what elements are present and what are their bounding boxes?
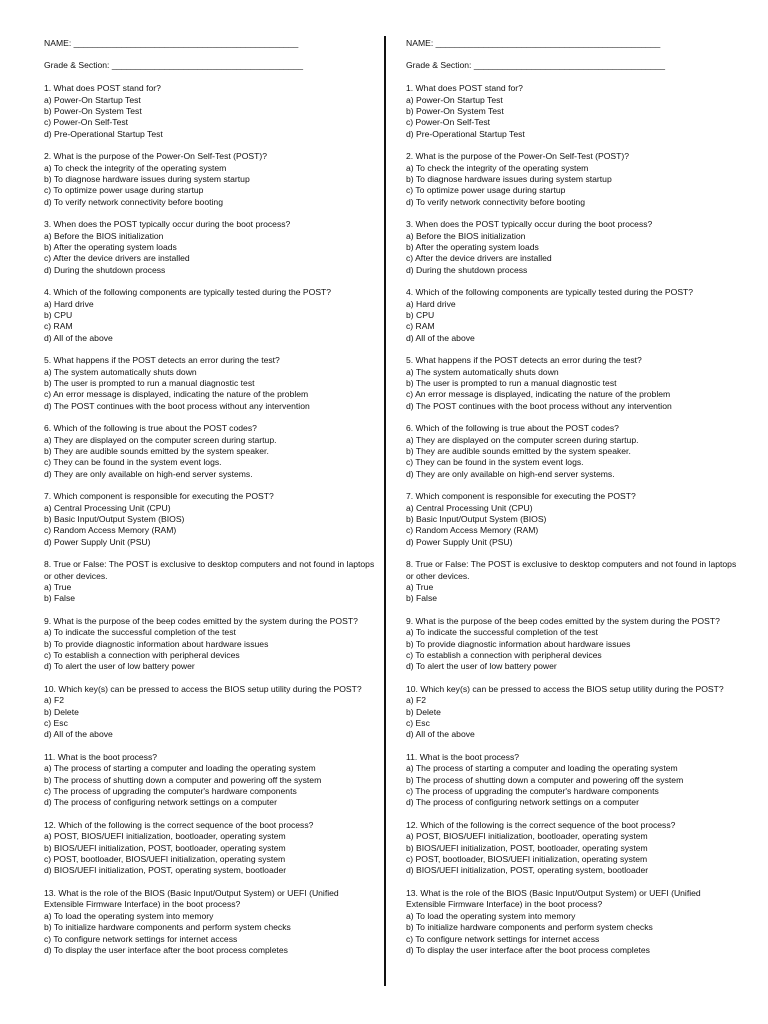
cut-line-divider	[384, 36, 386, 986]
answer-option: a) True	[406, 582, 434, 593]
answer-option: a) POST, BIOS/UEFI initialization, bootloader, operating system	[406, 831, 648, 842]
answer-option: c) They can be found in the system event logs.	[44, 457, 222, 468]
answer-option: c) To optimize power usage during startup	[44, 185, 204, 196]
question-block	[44, 491, 379, 548]
question-block	[406, 559, 741, 604]
answer-option: a) Before the BIOS initialization	[406, 230, 526, 241]
answer-option: b) The user is prompted to run a manual diagnostic test	[406, 378, 617, 389]
question-text: 13. What is the role of the BIOS (Basic Input/Output System) or UEFI (Unified Extensible Firmware Interface) in the boot process?	[406, 888, 701, 910]
answer-option: b) Power-On System Test	[44, 105, 142, 116]
answer-option: c) The process of upgrading the computer's hardware components	[44, 786, 297, 797]
grade-section-field: Grade & Section: ________________________________________	[406, 60, 666, 71]
question-text: 8. True or False: The POST is exclusive to desktop computers and not found in laptops or other devices.	[44, 559, 375, 581]
answer-option: d) To verify network connectivity before booting	[44, 196, 223, 207]
answer-option: b) They are audible sounds emitted by the system speaker.	[44, 446, 269, 457]
question-block	[44, 752, 379, 809]
question-text: 11. What is the boot process?	[406, 752, 520, 763]
grade-section-field: Grade & Section: ________________________________________	[44, 60, 304, 71]
question-text: 12. Which of the following is the correct sequence of the boot process?	[44, 820, 314, 831]
answer-option: d) The POST continues with the boot process without any intervention	[44, 400, 310, 411]
question-text: 2. What is the purpose of the Power-On Self-Test (POST)?	[44, 151, 268, 162]
answer-option: c) The process of upgrading the computer's hardware components	[406, 786, 659, 797]
answer-option: b) After the operating system loads	[44, 242, 177, 252]
question-text: 3. When does the POST typically occur during the boot process?	[406, 219, 653, 230]
answer-option: d) To display the user interface after the boot process completes	[406, 944, 650, 955]
worksheet-copy-left	[44, 38, 379, 956]
answer-option: b) To initialize hardware components and perform system checks	[406, 922, 653, 933]
answer-option: d) To alert the user of low battery power	[406, 661, 557, 672]
question-block	[44, 616, 379, 673]
answer-option: d) BIOS/UEFI initialization, POST, operating system, bootloader	[44, 865, 287, 876]
question-block	[44, 820, 379, 877]
question-text: 1. What does POST stand for?	[44, 83, 161, 94]
answer-option: c) Power-On Self-Test	[44, 117, 129, 128]
answer-option: c) An error message is displayed, indicating the nature of the problem	[406, 389, 671, 400]
question-text: 12. Which of the following is the correct sequence of the boot process?	[406, 820, 676, 831]
answer-option: b) Delete	[406, 706, 441, 717]
answer-option: a) Hard drive	[44, 298, 94, 309]
answer-option: d) Pre-Operational Startup Test	[406, 128, 525, 139]
question-text: 4. Which of the following components are typically tested during the POST?	[406, 287, 694, 298]
question-block	[44, 888, 379, 956]
question-text: 6. Which of the following is true about the POST codes?	[44, 423, 257, 434]
answer-option: b) Basic Input/Output System (BIOS)	[44, 514, 185, 525]
question-text: 9. What is the purpose of the beep codes emitted by the system during the POST?	[406, 616, 720, 627]
answer-option: b) To provide diagnostic information about hardware issues	[44, 638, 269, 649]
answer-option: d) The process of configuring network settings on a computer	[406, 797, 639, 808]
answer-option: a) The system automatically shuts down	[44, 366, 197, 377]
question-text: 11. What is the boot process?	[44, 752, 158, 763]
answer-option: a) Power-On Startup Test	[44, 94, 141, 105]
question-block	[406, 287, 741, 344]
question-text: 2. What is the purpose of the Power-On Self-Test (POST)?	[406, 151, 630, 162]
answer-option: c) RAM	[44, 321, 73, 332]
answer-option: a) Before the BIOS initialization	[44, 230, 164, 241]
answer-option: a) To indicate the successful completion of the test	[406, 627, 598, 638]
answer-option: b) Power-On System Test	[406, 105, 504, 116]
answer-option: a) True	[44, 582, 72, 593]
answer-option: c) POST, bootloader, BIOS/UEFI initialization, operating system	[406, 854, 648, 865]
question-text: 10. Which key(s) can be pressed to access the BIOS setup utility during the POST?	[44, 684, 362, 695]
answer-option: b) The process of shutting down a computer and powering off the system	[44, 774, 322, 785]
answer-option: b) They are audible sounds emitted by the system speaker.	[406, 446, 631, 457]
question-block	[406, 83, 741, 140]
answer-option: b) The user is prompted to run a manual diagnostic test	[44, 378, 255, 389]
answer-option: d) All of the above	[44, 729, 113, 740]
answer-option: c) They can be found in the system event logs.	[406, 457, 584, 468]
answer-option: c) Random Access Memory (RAM)	[406, 525, 539, 536]
answer-option: a) To load the operating system into memory	[44, 910, 214, 921]
answer-option: d) They are only available on high-end server systems.	[44, 468, 253, 479]
answer-option: c) RAM	[406, 321, 435, 332]
answer-option: d) They are only available on high-end server systems.	[406, 468, 615, 479]
answer-option: c) To establish a connection with peripheral devices	[406, 650, 602, 661]
answer-option: a) To load the operating system into memory	[406, 910, 576, 921]
answer-option: d) The POST continues with the boot process without any intervention	[406, 400, 672, 411]
question-block	[44, 287, 379, 344]
answer-option: b) To diagnose hardware issues during system startup	[44, 173, 250, 184]
question-text: 10. Which key(s) can be pressed to access the BIOS setup utility during the POST?	[406, 684, 724, 695]
question-block	[406, 151, 741, 208]
question-block	[406, 752, 741, 809]
answer-option: a) To check the integrity of the operating system	[44, 162, 227, 173]
question-block	[44, 559, 379, 604]
question-block	[44, 423, 379, 480]
question-block	[406, 491, 741, 548]
answer-option: d) BIOS/UEFI initialization, POST, operating system, bootloader	[406, 865, 649, 876]
answer-option: a) They are displayed on the computer screen during startup.	[406, 434, 639, 445]
name-field: NAME: _______________________________________________	[406, 38, 661, 48]
answer-option: a) Hard drive	[406, 298, 456, 309]
answer-option: c) Esc	[406, 718, 430, 729]
question-text: 5. What happens if the POST detects an error during the test?	[406, 355, 642, 366]
question-text: 7. Which component is responsible for executing the POST?	[44, 491, 274, 502]
worksheet-copy-right	[406, 38, 741, 956]
answer-option: d) The process of configuring network settings on a computer	[44, 797, 277, 808]
answer-option: a) Power-On Startup Test	[406, 94, 503, 105]
question-block	[44, 219, 379, 276]
answer-option: c) To establish a connection with peripheral devices	[44, 650, 240, 661]
question-text: 8. True or False: The POST is exclusive to desktop computers and not found in laptops or other devices.	[406, 559, 737, 581]
answer-option: b) The process of shutting down a computer and powering off the system	[406, 774, 684, 785]
answer-option: d) Power Supply Unit (PSU)	[406, 536, 513, 547]
answer-option: d) All of the above	[406, 729, 475, 740]
answer-option: d) Pre-Operational Startup Test	[44, 128, 163, 139]
answer-option: c) After the device drivers are installed	[406, 253, 552, 264]
question-text: 1. What does POST stand for?	[406, 83, 523, 94]
answer-option: d) All of the above	[44, 332, 113, 343]
answer-option: c) To configure network settings for internet access	[406, 933, 600, 944]
answer-option: b) BIOS/UEFI initialization, POST, bootloader, operating system	[406, 842, 648, 853]
answer-option: d) All of the above	[406, 332, 475, 343]
answer-option: b) False	[406, 593, 438, 604]
answer-option: c) An error message is displayed, indicating the nature of the problem	[44, 389, 309, 400]
answer-option: a) F2	[406, 695, 427, 706]
answer-option: a) The process of starting a computer and loading the operating system	[406, 763, 678, 774]
question-block	[406, 219, 741, 276]
answer-option: a) Central Processing Unit (CPU)	[44, 502, 171, 513]
answer-option: a) The system automatically shuts down	[406, 366, 559, 377]
answer-option: b) To initialize hardware components and perform system checks	[44, 922, 291, 933]
answer-option: d) To alert the user of low battery power	[44, 661, 195, 672]
name-field: NAME: _______________________________________________	[44, 38, 299, 48]
answer-option: a) To check the integrity of the operating system	[406, 162, 589, 173]
question-block	[44, 83, 379, 140]
question-text: 4. Which of the following components are typically tested during the POST?	[44, 287, 332, 298]
question-block	[406, 616, 741, 673]
question-block	[44, 355, 379, 412]
answer-option: b) False	[44, 593, 76, 604]
answer-option: d) Power Supply Unit (PSU)	[44, 536, 151, 547]
answer-option: b) To diagnose hardware issues during system startup	[406, 173, 612, 184]
answer-option: d) During the shutdown process	[44, 264, 166, 275]
question-text: 9. What is the purpose of the beep codes emitted by the system during the POST?	[44, 616, 358, 627]
answer-option: d) To verify network connectivity before booting	[406, 196, 585, 207]
answer-option: b) Basic Input/Output System (BIOS)	[406, 514, 547, 525]
answer-option: a) F2	[44, 695, 65, 706]
answer-option: c) Random Access Memory (RAM)	[44, 525, 177, 536]
question-block	[44, 684, 379, 741]
answer-option: a) Central Processing Unit (CPU)	[406, 502, 533, 513]
question-text: 5. What happens if the POST detects an error during the test?	[44, 355, 280, 366]
answer-option: b) Delete	[44, 706, 79, 717]
answer-option: c) After the device drivers are installed	[44, 253, 190, 264]
question-block	[406, 888, 741, 956]
answer-option: c) To optimize power usage during startup	[406, 185, 566, 196]
answer-option: b) BIOS/UEFI initialization, POST, bootloader, operating system	[44, 842, 286, 853]
answer-option: a) POST, BIOS/UEFI initialization, bootloader, operating system	[44, 831, 286, 842]
answer-option: d) During the shutdown process	[406, 264, 528, 275]
answer-option: c) Power-On Self-Test	[406, 117, 491, 128]
question-block	[406, 355, 741, 412]
answer-option: a) To indicate the successful completion of the test	[44, 627, 236, 638]
question-text: 13. What is the role of the BIOS (Basic Input/Output System) or UEFI (Unified Extensible Firmware Interface) in the boot process?	[44, 888, 339, 910]
question-block	[406, 820, 741, 877]
question-text: 7. Which component is responsible for executing the POST?	[406, 491, 636, 502]
question-block	[406, 684, 741, 741]
answer-option: b) CPU	[406, 310, 435, 321]
answer-option: c) Esc	[44, 718, 68, 729]
question-block	[44, 151, 379, 208]
answer-option: a) The process of starting a computer and loading the operating system	[44, 763, 316, 774]
question-text: 3. When does the POST typically occur during the boot process?	[44, 219, 291, 230]
answer-option: d) To display the user interface after the boot process completes	[44, 944, 288, 955]
answer-option: a) They are displayed on the computer screen during startup.	[44, 434, 277, 445]
answer-option: b) To provide diagnostic information about hardware issues	[406, 638, 631, 649]
answer-option: c) POST, bootloader, BIOS/UEFI initialization, operating system	[44, 854, 286, 865]
question-text: 6. Which of the following is true about the POST codes?	[406, 423, 619, 434]
question-block	[406, 423, 741, 480]
answer-option: b) CPU	[44, 310, 73, 321]
answer-option: b) After the operating system loads	[406, 242, 539, 252]
answer-option: c) To configure network settings for internet access	[44, 933, 238, 944]
